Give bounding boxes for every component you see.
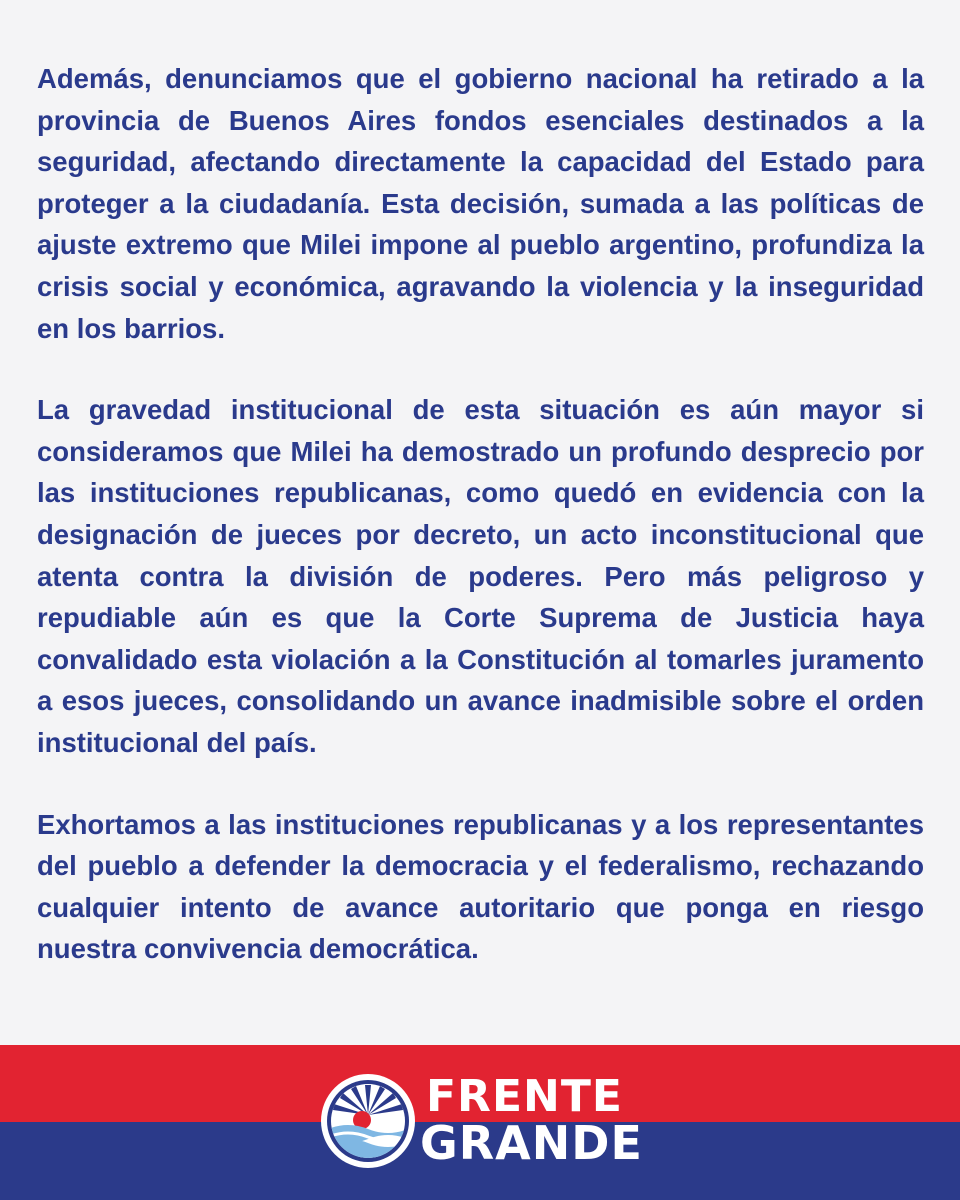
paragraph-2: La gravedad institucional de esta situación es aún mayor si consideramos que Milei ha demostrado un profundo desprecio por las instituciones republicanas, como quedó en evidencia con la designación de jueces por decreto, un acto inconstitucional que atenta contra la división de poderes. Pero más peligroso y repudiable aún es que la Corte Suprema de Justicia haya convalidado esta violación a la Constitución al tomarles juramento a esos jueces, consolidando un avance inadmisible sobre el orden institucional del país. xyxy=(37,394,924,758)
brand-line-grande: GRANDE xyxy=(420,1116,643,1170)
brand-wordmark xyxy=(420,1071,643,1170)
frente-grande-logo xyxy=(318,1071,648,1171)
paragraph-1: Además, denunciamos que el gobierno nacional ha retirado a la provincia de Buenos Aires fondos esenciales destinados a la seguridad, afectando directamente la capacidad del Estado para proteger a la ciudadanía. Esta decisión, sumada a las políticas de ajuste extremo que Milei impone al pueblo argentino, profundiza la crisis social y económica, agravando la violencia y la inseguridad en los barrios. xyxy=(37,63,924,344)
sun-flag-emblem-icon xyxy=(318,1071,418,1171)
footer-banner xyxy=(0,1045,960,1200)
statement-body xyxy=(37,58,924,1010)
paragraph-3: Exhortamos a las instituciones republicanas y a los representantes del pueblo a defender la democracia y el federalismo, rechazando cualquier intento de avance autoritario que ponga en riesgo nuestra convivencia democrática. xyxy=(37,808,924,965)
brand-line-frente: FRENTE xyxy=(426,1071,623,1122)
